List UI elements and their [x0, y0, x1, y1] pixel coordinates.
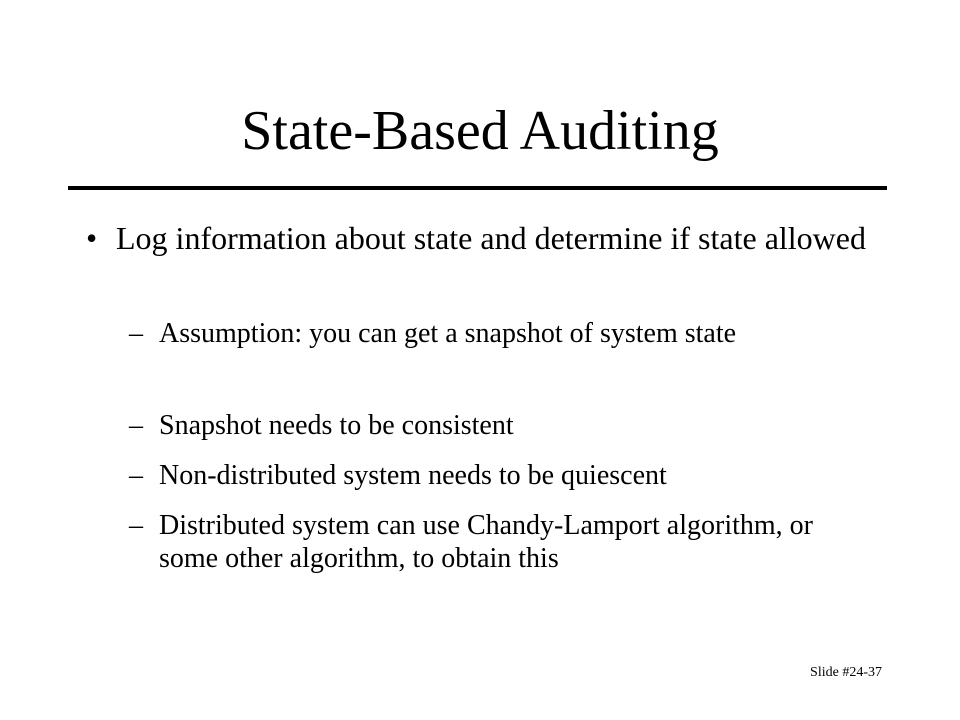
dash-marker: –: [129, 460, 143, 491]
title-underline: [68, 186, 887, 190]
dash-marker: –: [129, 318, 143, 349]
slide-title: State-Based Auditing: [241, 100, 719, 162]
bullet-marker: •: [86, 220, 98, 256]
slide-number: Slide #24-37: [810, 665, 882, 680]
sub-bullet-item: [129, 459, 869, 492]
sub-bullet-text: Assumption: you can get a snapshot of system state: [159, 318, 737, 349]
sub-bullet-text: Non-distributed system needs to be quiescent: [159, 460, 667, 491]
bullet-text: Log information about state and determine if state allowed: [116, 220, 866, 256]
dash-marker: –: [129, 410, 143, 441]
bullet-item: [86, 220, 866, 257]
sub-bullet-item: [129, 509, 869, 575]
dash-marker: –: [129, 510, 143, 541]
sub-bullet-item: [129, 409, 869, 442]
sub-bullet-text: Snapshot needs to be consistent: [159, 410, 514, 441]
sub-bullet-item: [129, 317, 869, 350]
sub-bullet-text: Distributed system can use Chandy-Lamport algorithm, or some other algorithm, to obtain this: [159, 510, 813, 574]
